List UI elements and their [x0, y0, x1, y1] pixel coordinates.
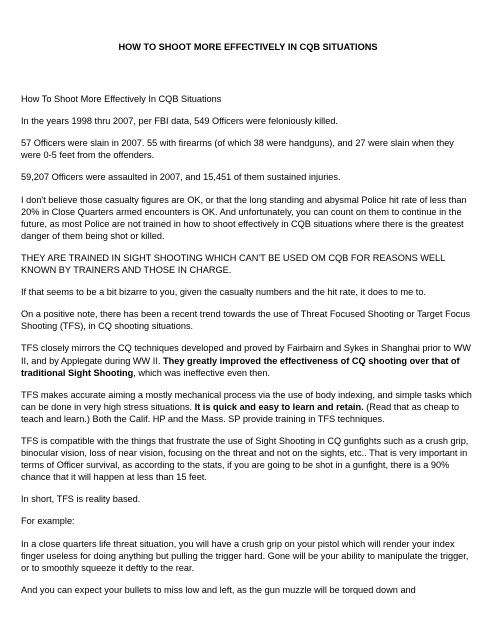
document-title: HOW TO SHOOT MORE EFFECTIVELY IN CQB SITUATIONS — [118, 42, 378, 52]
paragraph-3: 59,207 Officers were assaulted in 2007, and 15,451 of them sustained injuries. — [21, 172, 341, 183]
paragraph-1: In the years 1998 thru 2007, per FBI data, 549 Officers were feloniously killed. — [21, 116, 338, 127]
paragraph-13: In a close quarters life threat situation, you will have a crush grip on your pistol which will render your index finger useless for doing anything but pulling the trigger hard. Gone will be your ability to manipulate the trigger, or to smoothly squeeze it deftly to the rear. — [21, 538, 469, 573]
paragraph-6: If that seems to be a bit bizarre to you, given the casualty numbers and the hit rate, it does to me to. — [21, 287, 426, 298]
paragraph-14: And you can expect your bullets to miss low and left, as the gun muzzle will be torqued down and — [21, 584, 416, 595]
paragraph-9-text-a: TFS makes accurate aiming a mostly mechanical process via the use of body indexing, and simple tasks which can be done in very high stress situations. — [21, 389, 472, 412]
paragraph-9-bold: It is quick and easy to learn and retain. — [194, 401, 364, 412]
paragraph-4: I don't believe those casualty figures are OK, or that the long standing and abysmal Police hit rate of less than 20% in Close Quarters armed encounters is OK. And unfortunately, you can count on them to continue in the future, as most Police are not trained in how to shoot effectively in CQB situations where there is the greatest danger of them being shot or killed. — [21, 194, 467, 241]
paragraph-2: 57 Officers were slain in 2007. 55 with firearms (of which 38 were handguns), and 27 were slain when they were 0-5 feet from the offenders. — [21, 138, 454, 161]
document-subtitle: How To Shoot More Effectively In CQB Situations — [21, 94, 222, 105]
paragraph-9-text-c: (Read that as cheap to teach and learn.) Both the Calif. HP and the Mass. SP provide training in TFS techniques. — [21, 401, 460, 424]
paragraph-10: TFS is compatible with the things that frustrate the use of Sight Shooting in CQ gunfights such as a crush grip, binocular vision, loss of near vision, focusing on the threat and not on the sights, etc.. That is very important in terms of Officer survival, as according to the stats, if you are going to be shot in a gunfight, there is a 90% chance that it will happen at less than 15 feet. — [21, 435, 469, 483]
paragraph-8-bold: They greatly improved the effectiveness of CQ shooting over that of traditional Sight Shooting — [21, 355, 460, 378]
paragraph-11: In short, TFS is reality based. — [21, 494, 141, 505]
paragraph-8 — [21, 342, 475, 378]
paragraph-12: For example: — [21, 516, 75, 527]
paragraph-5: THEY ARE TRAINED IN SIGHT SHOOTING WHICH CAN'T BE USED OM CQB FOR REASONS WELL KNOWN BY TRAINERS AND THOSE IN CHARGE. — [21, 252, 445, 276]
paragraph-7: On a positive note, there has been a recent trend towards the use of Threat Focused Shooting or Target Focus Shooting (TFS), in CQ shooting situations. — [21, 309, 471, 332]
paragraph-8-text-c: , which was ineffective even then. — [133, 367, 270, 378]
paragraph-8-text-a: TFS closely mirrors the CQ techniques developed and proved by Fairbairn and Sykes in Shanghai prior to WW II, and by Applegate during WW II. — [21, 343, 471, 366]
paragraph-9 — [21, 389, 475, 425]
